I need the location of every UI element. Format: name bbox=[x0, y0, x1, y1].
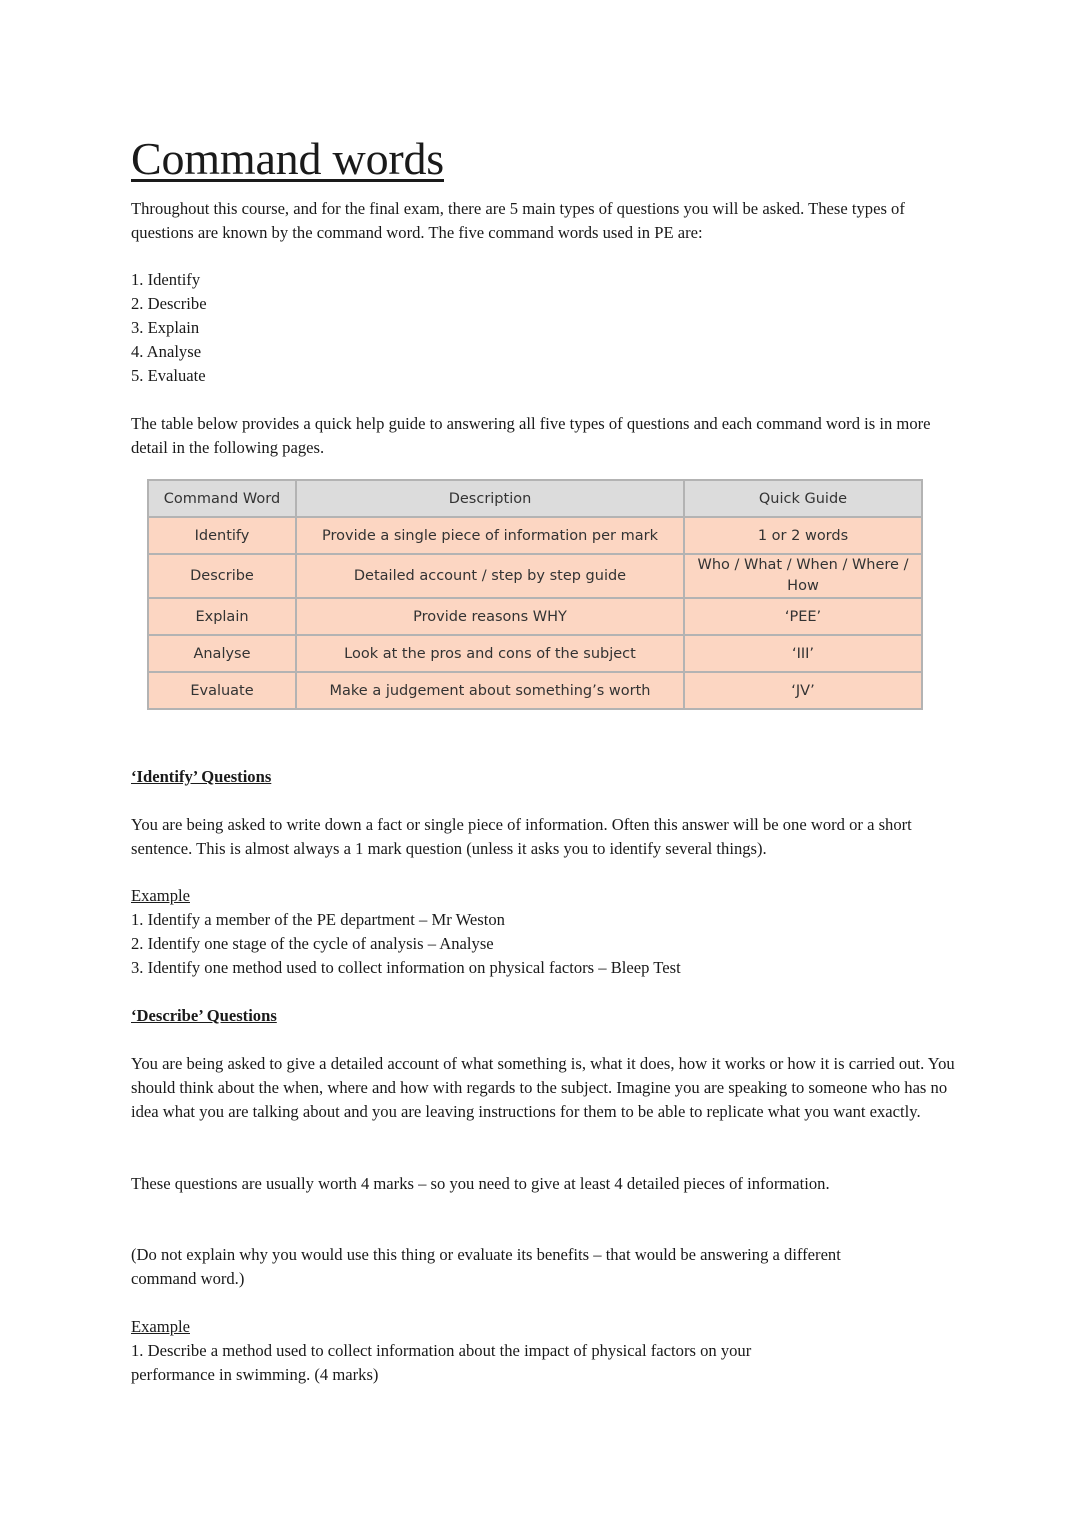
column-header-command-word: Command Word bbox=[148, 480, 296, 517]
column-header-quick-guide: Quick Guide bbox=[684, 480, 922, 517]
describe-example-label: Example bbox=[131, 1317, 190, 1336]
cell-description: Provide reasons WHY bbox=[296, 598, 684, 635]
cell-command-word: Describe bbox=[148, 554, 296, 598]
identify-section-heading: ‘Identify’ Questions bbox=[131, 767, 272, 786]
table-row bbox=[148, 554, 922, 598]
cell-description: Make a judgement about something’s worth bbox=[296, 672, 684, 709]
describe-caution-note: (Do not explain why you would use this thing or evaluate its benefits – that would be answering a different command word.) bbox=[131, 1245, 841, 1288]
table-header-row bbox=[148, 480, 922, 517]
example-item: 2. Identify one stage of the cycle of analysis – Analyse bbox=[131, 934, 494, 953]
cell-quick-guide: Who / What / When / Where / How bbox=[684, 554, 922, 598]
cell-quick-guide: ‘III’ bbox=[684, 635, 922, 672]
example-item: 3. Identify one method used to collect information on physical factors – Bleep Test bbox=[131, 958, 681, 977]
page-title: Command words bbox=[131, 133, 444, 184]
example-item: 1. Describe a method used to collect information about the impact of physical factors on your performance in swimming. (4 marks) bbox=[131, 1341, 752, 1384]
describe-section-body: You are being asked to give a detailed account of what something is, what it does, how it works or how it is carried out. You should think about the when, where and how with regards to the subject. Imagine you are speaking to someone who has no idea what you are talking about and you are leaving instructions for them to be able to replicate what you want exactly. bbox=[131, 1054, 955, 1121]
describe-marks-note: These questions are usually worth 4 marks – so you need to give at least 4 detailed pieces of information. bbox=[131, 1174, 830, 1193]
identify-example-label: Example bbox=[131, 886, 190, 905]
command-list-item: 3. Explain bbox=[131, 318, 200, 337]
table-row bbox=[148, 598, 922, 635]
cell-command-word: Analyse bbox=[148, 635, 296, 672]
table-row bbox=[148, 517, 922, 554]
table-row bbox=[148, 672, 922, 709]
command-list-item: 5. Evaluate bbox=[131, 366, 206, 385]
describe-section-heading: ‘Describe’ Questions bbox=[131, 1006, 277, 1025]
identify-section-body: You are being asked to write down a fact or single piece of information. Often this answer will be one word or a short sentence. This is almost always a 1 mark question (unless it asks you to identify several things). bbox=[131, 815, 912, 858]
identify-example-list bbox=[131, 908, 681, 980]
command-word-guide-table bbox=[147, 479, 923, 710]
cell-description: Detailed account / step by step guide bbox=[296, 554, 684, 598]
cell-description: Provide a single piece of information per mark bbox=[296, 517, 684, 554]
command-list-item: 4. Analyse bbox=[131, 342, 202, 361]
cell-command-word: Evaluate bbox=[148, 672, 296, 709]
cell-command-word: Explain bbox=[148, 598, 296, 635]
command-word-list bbox=[131, 268, 207, 388]
command-list-item: 1. Identify bbox=[131, 270, 201, 289]
cell-quick-guide: 1 or 2 words bbox=[684, 517, 922, 554]
intro-paragraph: Throughout this course, and for the final exam, there are 5 main types of questions you will be asked. These types of questions are known by the command word. The five command words used in PE are: bbox=[131, 199, 905, 242]
cell-quick-guide: ‘PEE’ bbox=[684, 598, 922, 635]
table-row bbox=[148, 635, 922, 672]
command-list-item: 2. Describe bbox=[131, 294, 207, 313]
table-intro-paragraph: The table below provides a quick help guide to answering all five types of questions and each command word is in more detail in the following pages. bbox=[131, 414, 931, 457]
example-item: 1. Identify a member of the PE department – Mr Weston bbox=[131, 910, 505, 929]
describe-example-list bbox=[131, 1339, 831, 1387]
cell-command-word: Identify bbox=[148, 517, 296, 554]
cell-quick-guide: ‘JV’ bbox=[684, 672, 922, 709]
column-header-description: Description bbox=[296, 480, 684, 517]
cell-description: Look at the pros and cons of the subject bbox=[296, 635, 684, 672]
